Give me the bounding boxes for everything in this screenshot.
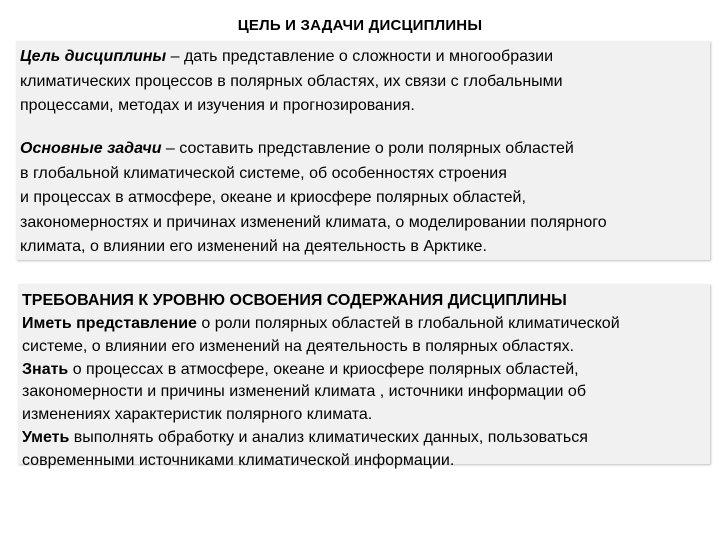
requirements-line: системе, о влиянии его изменений на деятельность в полярных областях.: [22, 337, 575, 355]
know-term: Знать: [22, 360, 69, 378]
requirements-line: [22, 427, 712, 450]
requirements-line: [22, 313, 712, 336]
requirements-line: закономерности и причины изменений климата , источники информации об: [22, 383, 586, 401]
tasks-line: в глобальной климатической системе, об особенностях строения: [20, 164, 507, 182]
tasks-term: Основные задачи: [20, 140, 162, 157]
tasks-line: [20, 137, 710, 162]
able-term: Уметь: [22, 428, 70, 446]
goal-paragraph: [20, 45, 710, 119]
goal-term: Цель дисциплины: [20, 48, 167, 65]
goal-line: [20, 45, 710, 70]
requirements-heading: ТРЕБОВАНИЯ К УРОВНЮ ОСВОЕНИЯ СОДЕРЖАНИЯ ДИСЦИПЛИНЫ: [22, 292, 567, 309]
know-text: о процессах в атмосфере, океане и криосфере полярных областей,: [68, 360, 579, 378]
tasks-text: – составить представление о роли полярных областей: [161, 140, 574, 157]
goal-line: процессами, методах и изучения и прогнозирования.: [20, 97, 415, 115]
tasks-line: закономерностях и причинах изменений климата, о моделировании полярного: [20, 213, 607, 231]
page-title: ЦЕЛЬ И ЗАДАЧИ ДИСЦИПЛИНЫ: [237, 17, 483, 34]
have-idea-term: Иметь представление: [22, 315, 197, 332]
tasks-paragraph: [20, 137, 710, 260]
requirements-line: современными источниками климатической информации.: [22, 451, 455, 469]
have-idea-text: о роли полярных областей в глобальной климатической: [196, 315, 620, 332]
requirements-line: изменениях характеристик полярного климата.: [22, 406, 373, 424]
tasks-line: и процессах в атмосфере, океане и криосфере полярных областей,: [20, 189, 526, 207]
requirements-section: [22, 289, 712, 473]
able-text: выполнять обработку и анализ климатических данных, пользоваться: [69, 428, 588, 446]
requirements-line: [22, 359, 712, 382]
goal-text: – дать представление о сложности и многообразии: [166, 48, 554, 65]
tasks-line: климата, о влиянии его изменений на деятельность в Арктике.: [20, 238, 487, 256]
goal-line: климатических процессов в полярных областях, их связи с глобальными: [20, 72, 563, 90]
